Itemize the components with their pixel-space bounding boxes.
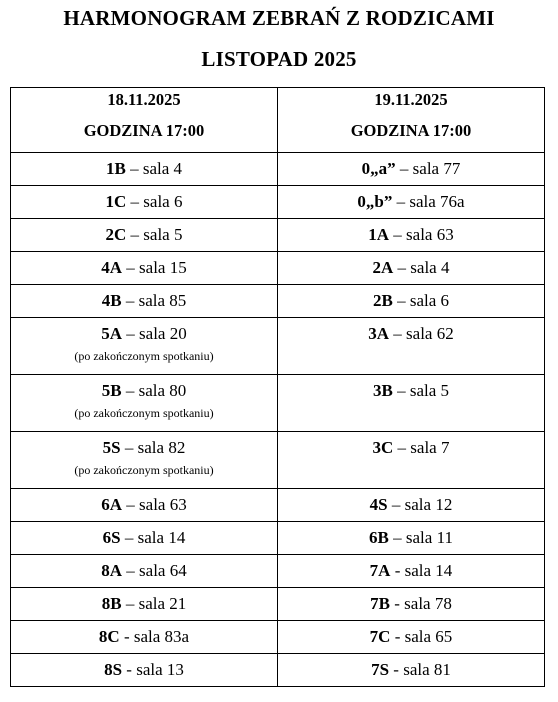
separator: – [387, 495, 405, 514]
separator: – [395, 159, 413, 178]
table-row [11, 375, 545, 432]
schedule-cell-right [278, 621, 545, 654]
class-name: 4S [369, 495, 388, 514]
schedule-cell-right [278, 153, 545, 186]
schedule-cell-left [11, 522, 278, 555]
separator: – [121, 594, 139, 613]
class-entry [278, 219, 544, 245]
schedule-cell-right [278, 219, 545, 252]
class-name: 6B [369, 528, 389, 547]
class-entry [11, 588, 277, 614]
separator: – [122, 561, 140, 580]
class-name: 8B [101, 594, 122, 613]
table-row [11, 219, 545, 252]
separator: - [389, 594, 405, 613]
separator: - [389, 660, 404, 679]
separator: – [120, 528, 138, 547]
room-number: sala 77 [412, 159, 461, 178]
table-row [11, 522, 545, 555]
room-number: sala 4 [410, 258, 450, 277]
room-number: sala 63 [406, 225, 454, 244]
separator: – [393, 438, 411, 457]
class-name: 5B [101, 381, 122, 400]
column-time: GODZINA 17:00 [350, 121, 472, 140]
class-name: 8S [104, 660, 123, 679]
separator: – [125, 159, 143, 178]
class-entry [278, 252, 544, 278]
meeting-note: (po zakończonym spotkaniu) [74, 406, 214, 420]
class-name: 7S [371, 660, 390, 679]
class-name: 2B [372, 291, 393, 310]
schedule-cell-right [278, 522, 545, 555]
class-name: 7C [369, 627, 391, 646]
class-entry [11, 621, 277, 647]
header-row [11, 88, 545, 153]
separator: - [390, 561, 405, 580]
room-number: sala 4 [142, 159, 183, 178]
table-row [11, 489, 545, 522]
separator: – [389, 225, 407, 244]
class-entry [11, 285, 277, 311]
room-number: sala 5 [143, 225, 183, 244]
room-number: sala 80 [138, 381, 187, 400]
class-name: 4B [101, 291, 122, 310]
schedule-cell-left [11, 375, 278, 432]
class-name: 2C [105, 225, 127, 244]
class-name: 3A [368, 324, 390, 343]
column-date: 19.11.2025 [374, 90, 448, 109]
class-entry [11, 555, 277, 581]
separator: – [122, 258, 140, 277]
schedule-cell-left [11, 654, 278, 687]
room-number: sala 64 [139, 561, 187, 580]
column-header-day1 [11, 88, 278, 153]
schedule-cell-left [11, 432, 278, 489]
class-entry [11, 219, 277, 245]
table-row [11, 432, 545, 489]
room-number: sala 5 [409, 381, 450, 400]
class-name: 5A [101, 324, 123, 343]
class-entry [278, 654, 544, 680]
table-row [11, 285, 545, 318]
schedule-cell-left [11, 219, 278, 252]
schedule-cell-right [278, 489, 545, 522]
separator: – [388, 528, 406, 547]
table-row [11, 654, 545, 687]
table-row [11, 252, 545, 285]
schedule-cell-left [11, 621, 278, 654]
room-number: sala 82 [137, 438, 186, 457]
separator: – [122, 495, 140, 514]
separator: – [126, 225, 144, 244]
table-row [11, 588, 545, 621]
schedule-cell-left [11, 555, 278, 588]
separator: – [126, 192, 144, 211]
room-number: sala 85 [138, 291, 187, 310]
class-entry [11, 186, 277, 212]
class-entry [278, 153, 544, 179]
room-number: sala 14 [137, 528, 186, 547]
class-entry [278, 588, 544, 614]
room-number: sala 21 [138, 594, 187, 613]
schedule-cell-left [11, 186, 278, 219]
class-entry [278, 522, 544, 548]
room-number: sala 6 [143, 192, 183, 211]
class-entry [11, 432, 277, 458]
room-number: sala 7 [410, 438, 450, 457]
table-row [11, 621, 545, 654]
room-number: sala 20 [139, 324, 187, 343]
class-entry [278, 432, 544, 458]
schedule-cell-right [278, 318, 545, 375]
table-row [11, 186, 545, 219]
class-name: 4A [101, 258, 123, 277]
separator: – [122, 324, 140, 343]
room-number: sala 13 [136, 660, 184, 679]
table-row [11, 153, 545, 186]
table-row [11, 555, 545, 588]
class-entry [11, 489, 277, 515]
schedule-cell-right [278, 588, 545, 621]
room-number: sala 15 [139, 258, 187, 277]
separator: – [392, 192, 410, 211]
schedule-cell-right [278, 375, 545, 432]
separator: – [393, 258, 411, 277]
class-name: 7B [370, 594, 390, 613]
schedule-cell-left [11, 588, 278, 621]
schedule-cell-left [11, 153, 278, 186]
separator: - [119, 627, 134, 646]
table-row [11, 318, 545, 375]
room-number: sala 6 [409, 291, 450, 310]
class-entry [11, 153, 277, 179]
room-number: sala 63 [139, 495, 187, 514]
schedule-cell-right [278, 555, 545, 588]
class-name: 1C [105, 192, 127, 211]
class-entry [278, 375, 544, 401]
column-time: GODZINA 17:00 [83, 121, 205, 140]
schedule-cell-left [11, 285, 278, 318]
schedule-cell-right [278, 186, 545, 219]
separator: – [120, 438, 138, 457]
schedule-cell-right [278, 285, 545, 318]
separator: – [121, 381, 139, 400]
schedule-cell-right [278, 432, 545, 489]
class-name: 3B [372, 381, 393, 400]
meeting-note: (po zakończonym spotkaniu) [74, 349, 214, 363]
class-entry [11, 318, 277, 344]
class-name: 7A [369, 561, 391, 580]
class-name: 6S [102, 528, 121, 547]
room-number: sala 65 [404, 627, 453, 646]
room-number: sala 81 [403, 660, 451, 679]
separator: – [392, 291, 410, 310]
meeting-note: (po zakończonym spotkaniu) [74, 463, 214, 477]
column-date: 18.11.2025 [107, 90, 181, 109]
separator: - [390, 627, 405, 646]
class-name: 2A [372, 258, 394, 277]
class-entry [278, 621, 544, 647]
class-entry [278, 285, 544, 311]
schedule-cell-left [11, 252, 278, 285]
class-entry [278, 489, 544, 515]
class-entry [11, 375, 277, 401]
separator: – [121, 291, 139, 310]
room-number: sala 62 [406, 324, 454, 343]
class-name: 6A [101, 495, 123, 514]
class-name: 8A [101, 561, 123, 580]
class-entry [11, 252, 277, 278]
separator: – [389, 324, 407, 343]
column-header-day2 [278, 88, 545, 153]
document-title: HARMONOGRAM ZEBRAŃ Z RODZICAMI [63, 6, 495, 30]
class-name: 8C [98, 627, 120, 646]
class-entry [278, 186, 544, 212]
room-number: sala 83a [133, 627, 190, 646]
class-name: 0„a” [361, 159, 396, 178]
room-number: sala 11 [405, 528, 453, 547]
schedule-cell-left [11, 318, 278, 375]
class-entry [11, 522, 277, 548]
class-entry [278, 555, 544, 581]
room-number: sala 78 [404, 594, 452, 613]
class-entry [11, 654, 277, 680]
class-entry [278, 318, 544, 344]
class-name: 1B [105, 159, 126, 178]
room-number: sala 14 [404, 561, 453, 580]
room-number: sala 12 [404, 495, 453, 514]
separator: – [392, 381, 410, 400]
document-subtitle: LISTOPAD 2025 [201, 47, 357, 71]
schedule-table [10, 87, 545, 687]
class-name: 5S [102, 438, 121, 457]
separator: - [122, 660, 137, 679]
schedule-cell-right [278, 252, 545, 285]
class-name: 1A [368, 225, 390, 244]
room-number: sala 76a [409, 192, 465, 211]
class-name: 0„b” [357, 192, 393, 211]
schedule-cell-left [11, 489, 278, 522]
class-name: 3C [372, 438, 394, 457]
schedule-cell-right [278, 654, 545, 687]
